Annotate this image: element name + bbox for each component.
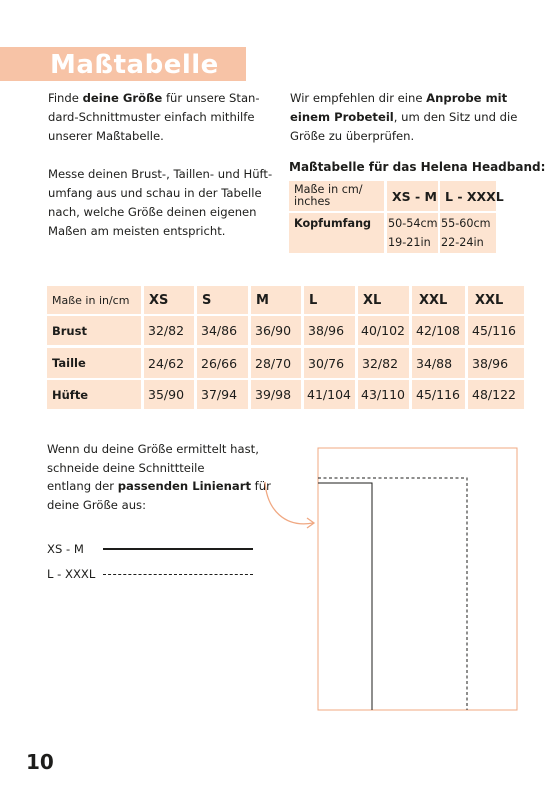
table-cell: 45/116 [412, 380, 465, 409]
size-col-l: L [304, 286, 355, 314]
headband-col-l-xxxl: L - XXXL [440, 181, 496, 211]
table-cell: 38/96 [468, 348, 524, 378]
table-cell: 35/90 [144, 380, 194, 409]
table-cell: 43/110 [358, 380, 409, 409]
headband-value-xs-m: 50-54cm 19-21in [387, 213, 438, 253]
page-title: Maßtabelle [50, 50, 219, 80]
size-col-xl: XL [358, 286, 409, 314]
cut-instructions: Wenn du deine Größe ermittelt hast, schneide deine Schnittteile entlang der passenden Linienart für deine Größe aus: [47, 442, 271, 512]
table-cell: 40/102 [358, 316, 409, 345]
pattern-dashed-line [318, 478, 467, 710]
headband-corner-cell: Maße in cm/ inches [289, 181, 384, 211]
curved-arrow-icon [265, 482, 313, 524]
headband-value-l-xxxl: 55-60cm 22-24in [440, 213, 496, 253]
pattern-illustration [255, 440, 525, 715]
size-col-s: S [197, 286, 248, 314]
table-cell: 48/122 [468, 380, 524, 409]
page-number: 10 [26, 750, 54, 774]
table-cell: 39/98 [251, 380, 301, 409]
table-cell: 24/62 [144, 348, 194, 378]
headband-row-label: Kopfumfang [289, 213, 384, 253]
table-cell: 34/88 [412, 348, 465, 378]
pattern-frame [318, 448, 517, 710]
headband-table-title: Maßtabelle für das Helena Headband: [289, 160, 546, 174]
table-cell: 32/82 [144, 316, 194, 345]
table-cell: 32/82 [358, 348, 409, 378]
headband-col-xs-m: XS - M [387, 181, 438, 211]
legend-dashed-line [103, 574, 253, 575]
row-label-huefte: Hüfte [47, 380, 141, 409]
table-cell: 30/76 [304, 348, 355, 378]
size-table-corner: Maße in in/cm [47, 286, 141, 314]
size-col-xxl: XXL [412, 286, 465, 314]
table-cell: 45/116 [468, 316, 524, 345]
table-cell: 34/86 [197, 316, 248, 345]
intro-paragraph-2: Messe deinen Brust-, Taillen- und Hüft- umfang aus und schau in der Tabelle nach, welche Größe deinen eigenen Maßen am meisten entspricht. [48, 167, 273, 238]
table-cell: 41/104 [304, 380, 355, 409]
pattern-solid-line [318, 483, 372, 710]
recommendation-text: Wir empfehlen dir eine Anprobe mit einem Probeteil, um den Sitz und die Größe zu überprüfen. [290, 91, 518, 143]
table-cell: 38/96 [304, 316, 355, 345]
size-col-m: M [251, 286, 301, 314]
intro-paragraph-1: Finde deine Größe für unsere Stan- dard-Schnittmuster einfach mithilfe unserer Maßtabelle. [48, 91, 260, 143]
intro-text [48, 89, 278, 241]
table-cell: 42/108 [412, 316, 465, 345]
table-cell: 28/70 [251, 348, 301, 378]
table-cell: 26/66 [197, 348, 248, 378]
legend-solid-line [103, 548, 253, 550]
legend-solid-label: XS - M [47, 542, 84, 556]
legend-dashed-label: L - XXXL [47, 567, 96, 581]
table-cell: 37/94 [197, 380, 248, 409]
row-label-brust: Brust [47, 316, 141, 345]
size-col-xs: XS [144, 286, 194, 314]
table-cell: 36/90 [251, 316, 301, 345]
row-label-taille: Taille [47, 348, 141, 378]
size-col-xxl-2: XXL [468, 286, 524, 314]
